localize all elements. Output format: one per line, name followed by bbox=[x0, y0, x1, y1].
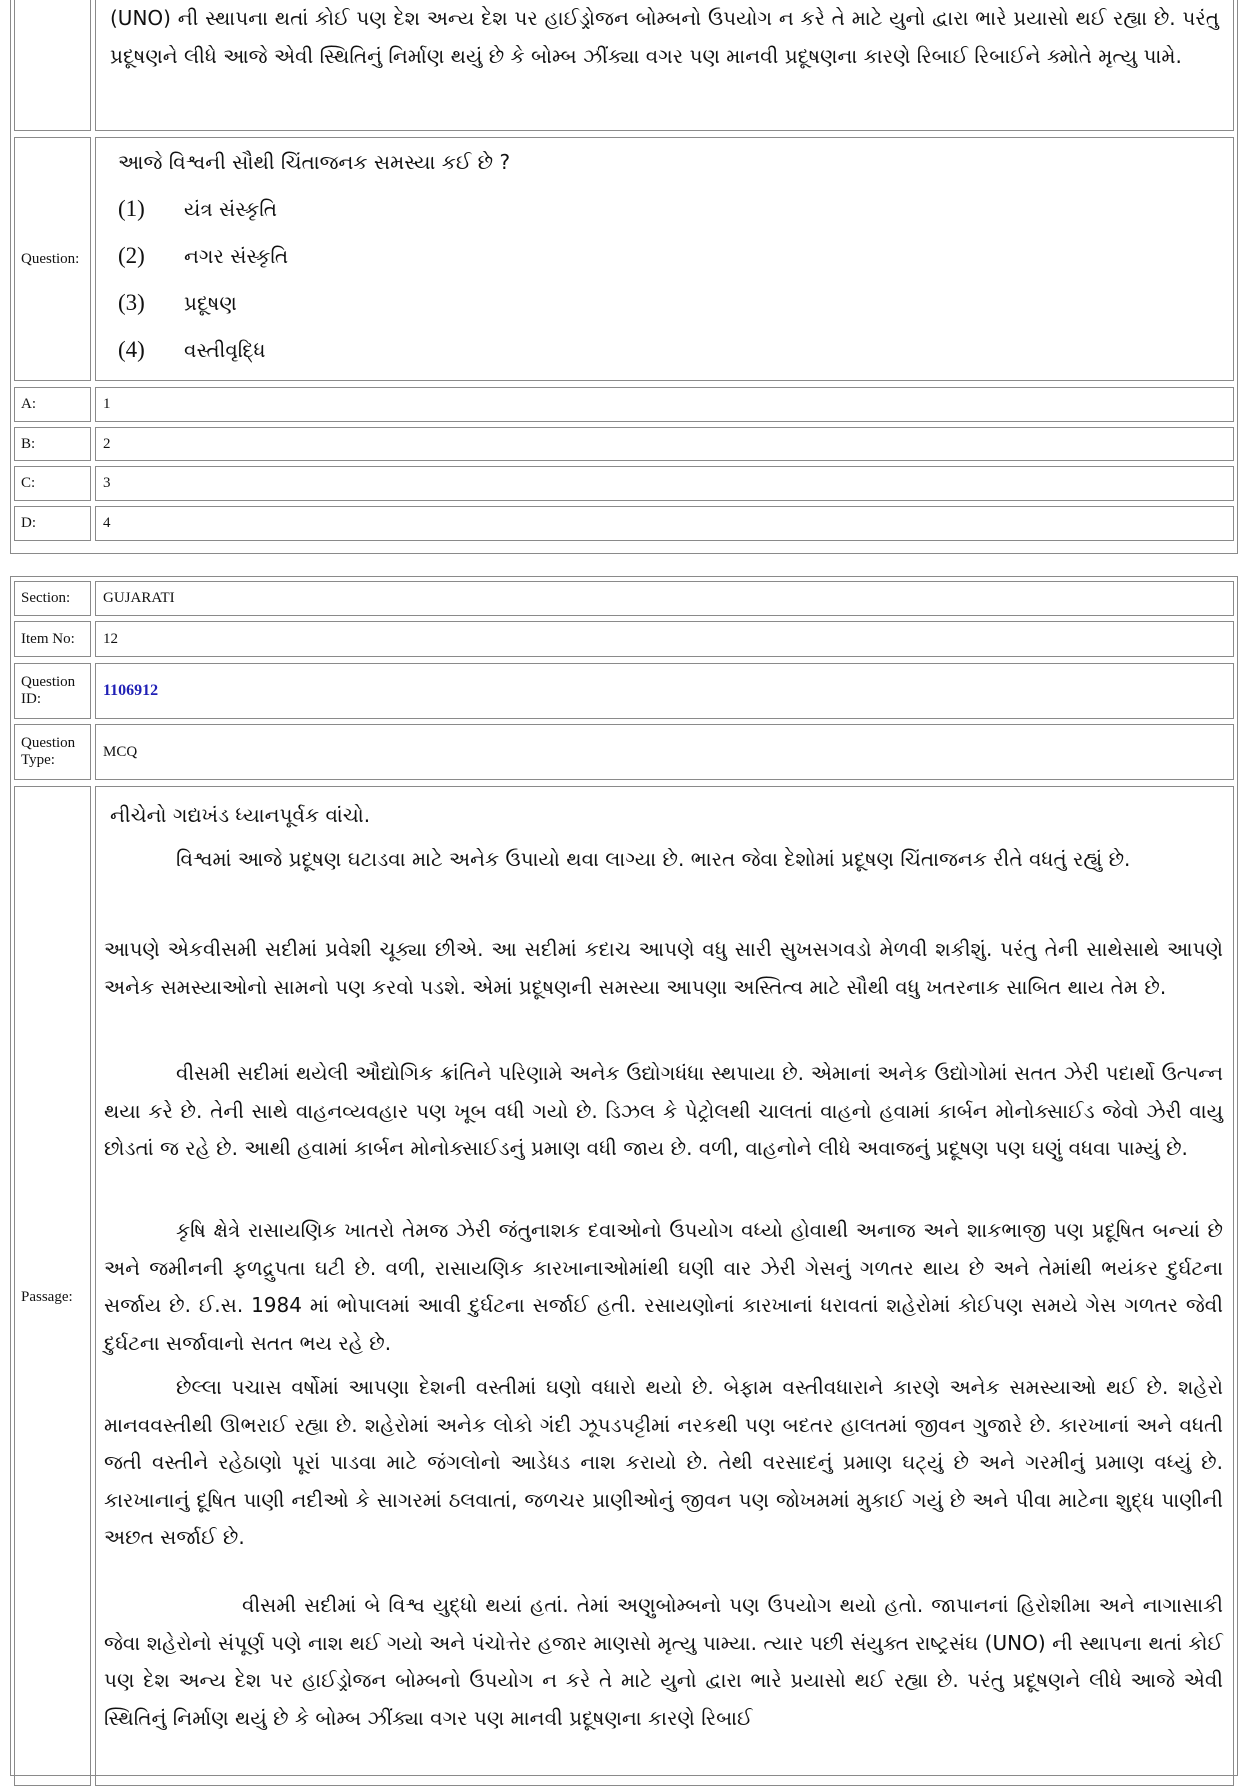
option-number: (2) bbox=[118, 243, 145, 268]
option-number: (4) bbox=[118, 337, 145, 362]
option-text: નગર સંસ્કૃતિ bbox=[184, 244, 289, 268]
answer-row-b bbox=[14, 427, 1234, 461]
passage-paragraph-3: વીસમી સદીમાં થયેલી ઔદ્યોગિક ક્રાંતિને પરિણામે અનેક ઉદ્યોગધંધા સ્થપાયા છે. એમાનાં અનેક ઉદ્યોગોમાં સતત ઝેરી પદાર્થો ઉત્પન્ન થયા કરે છે. તેની સાથે વાહનવ્યવહાર પણ ખૂબ વધી ગયો છે. ડિઝલ કે પેટ્રોલથી ચાલતાં વાહનો હવામાં કાર્બન મોનોક્સાઈડ જેવો ઝેરી વાયુ છોડતાં જ રહે છે. આથી હવામાં કાર્બન મોનોક્સાઈડનું પ્રમાણ વધી જાય છે. વળી, વાહનોને લીધે અવાજનું પ્રદૂષણ પણ ઘણું વધવા પામ્યું છે. bbox=[104, 1061, 1223, 1160]
passage-intro: નીચેનો ગદ્યખંડ ધ્યાનપૂર્વક વાંચો. bbox=[110, 803, 371, 827]
item-no-row bbox=[14, 621, 1234, 657]
option-text: વસ્તીવૃદ્ધિ bbox=[184, 338, 266, 362]
item-no-value: 12 bbox=[95, 621, 1234, 657]
question-text: આજે વિશ્વની સૌથી ચિંતાજનક સમસ્યા કઈ છે ? bbox=[118, 150, 511, 174]
question-table-previous bbox=[10, 0, 1238, 554]
item-no-label: Item No: bbox=[14, 621, 91, 657]
answer-value-c: 3 bbox=[95, 466, 1234, 501]
answer-label-b: B: bbox=[14, 427, 91, 461]
question-row bbox=[14, 137, 1234, 381]
question-id-label: Question ID: bbox=[14, 663, 91, 719]
question-id-row bbox=[14, 663, 1234, 719]
passage-paragraph-4: કૃષિ ક્ષેત્રે રાસાયણિક ખાતરો તેમજ ઝેરી જંતુનાશક દવાઓનો ઉપયોગ વધ્યો હોવાથી અનાજ અને શાકભાજી પણ પ્રદૂષિત બન્યાં છે અને જમીનની ફળદ્રુપતા ઘટી છે. વળી, રાસાયણિક કારખાનાઓમાંથી ઘણી વાર ઝેરી ગેસનું ગળતર થાય છે અને તેમાંથી ભયંકર દુર્ઘટના સર્જાય છે. ઈ.સ. 1984 માં ભોપાલમાં આવી દુર્ઘટના સર્જાઈ હતી. રસાયણોનાં કારખાનાં ધરાવતાં શહેરોમાં કોઈપણ સમયે ગેસ ગળતર જેવી દુર્ઘટના સર્જાવાનો સતત ભય રહે છે. bbox=[104, 1218, 1223, 1355]
question-type-label: Question Type: bbox=[14, 724, 91, 780]
option-2 bbox=[118, 243, 288, 269]
question-type-value: MCQ bbox=[95, 724, 1234, 780]
passage-paragraph-2: આપણે એકવીસમી સદીમાં પ્રવેશી ચૂક્યા છીએ. આ સદીમાં કદાચ આપણે વધુ સારી સુખસગવડો મેળવી શકીશું. પરંતુ તેની સાથેસાથે આપણે અનેક સમસ્યાઓનો સામનો પણ કરવો પડશે. એમાં પ્રદૂષણની સમસ્યા આપણા અસ્તિત્વ માટે સૌથી વધુ ખતરનાક સાબિત થાય તેમ છે. bbox=[104, 937, 1223, 999]
answer-label-d: D: bbox=[14, 506, 91, 541]
question-id-value: 1106912 bbox=[103, 682, 159, 699]
answer-label-a: A: bbox=[14, 387, 91, 422]
passage-label-cell bbox=[14, 0, 91, 131]
option-number: (3) bbox=[118, 290, 145, 315]
question-cell bbox=[95, 137, 1234, 381]
passage-cell bbox=[95, 0, 1234, 131]
question-label: Question: bbox=[14, 137, 91, 381]
passage-cell bbox=[95, 786, 1234, 1786]
option-3 bbox=[118, 290, 237, 316]
passage-label-cell bbox=[14, 786, 91, 1786]
answer-row-d bbox=[14, 506, 1234, 541]
passage-paragraph-1: વિશ્વમાં આજે પ્રદૂષણ ઘટાડવા માટે અનેક ઉપાયો થવા લાગ્યા છે. ભારત જેવા દેશોમાં પ્રદૂષણ ચિંતાજનક રીતે વધતું રહ્યું છે. bbox=[176, 847, 1131, 871]
answer-label-c: C: bbox=[14, 466, 91, 501]
passage-row bbox=[14, 0, 1234, 131]
passage-paragraph-5: છેલ્લા પચાસ વર્ષોમાં આપણા દેશની વસ્તીમાં ઘણો વધારો થયો છે. બેફામ વસ્તીવધારાને કારણે અનેક સમસ્યાઓ થઈ છે. શહેરો માનવવસ્તીથી ઊભરાઈ રહ્યા છે. શહેરોમાં અનેક લોકો ગંદી ઝૂપડપટ્ટીમાં નરકથી પણ બદતર હાલતમાં જીવન ગુજારે છે. કારખાનાં અને વધતી જતી વસ્તીને રહેઠાણો પૂરાં પાડવા માટે જંગલોનો આડેધડ નાશ કરાયો છે. તેથી વરસાદનું પ્રમાણ ઘટ્યું છે અને ગરમીનું પ્રમાણ વધ્યું છે. કારખાનાનું દૂષિત પાણી નદીઓ કે સાગરમાં ઠલવાતાં, જળચર પ્રાણીઓનું જીવન પણ જોખમમાં મુકાઈ ગયું છે અને પીવા માટેના શુદ્ધ પાણીની અછત સર્જાઈ છે. bbox=[104, 1375, 1223, 1549]
option-1 bbox=[118, 196, 277, 222]
question-type-row bbox=[14, 724, 1234, 780]
section-value: GUJARATI bbox=[95, 581, 1234, 616]
section-label: Section: bbox=[14, 581, 91, 616]
question-table-item-12 bbox=[10, 576, 1238, 1776]
answer-value-a: 1 bbox=[95, 387, 1234, 422]
passage-tail-text: (UNO) ની સ્થાપના થતાં કોઈ પણ દેશ અન્ય દેશ પર હાઈડ્રોજન બોમ્બનો ઉપયોગ ન કરે તે માટે યુનો દ્વારા ભારે પ્રયાસો થઈ રહ્યા છે. પરંતુ પ્રદૂષણને લીધે આજે એવી સ્થિતિનું નિર્માણ થયું છે કે બોમ્બ ઝીંક્યા વગર પણ માનવી પ્રદૂષણના કારણે રિબાઈ રિબાઈને ક્મોતે મૃત્યુ પામે. bbox=[110, 6, 1219, 68]
passage-label: Passage: bbox=[21, 1289, 73, 1305]
answer-value-b: 2 bbox=[95, 427, 1234, 461]
answer-row-c bbox=[14, 466, 1234, 501]
option-text: યંત્ર સંસ્કૃતિ bbox=[184, 197, 278, 221]
question-id-cell bbox=[95, 663, 1234, 719]
answer-row-a bbox=[14, 387, 1234, 422]
option-text: પ્રદૂષણ bbox=[184, 291, 237, 315]
section-row bbox=[14, 581, 1234, 616]
passage-paragraph-6: વીસમી સદીમાં બે વિશ્વ યુદ્ધો થયાં હતાં. તેમાં અણુબોમ્બનો પણ ઉપયોગ થયો હતો. જાપાનનાં હિરોશીમા અને નાગાસાકી જેવા શહેરોનો સંપૂર્ણ પણે નાશ થઈ ગયો અને પંચોત્તેર હજાર માણસો મૃત્યુ પામ્યા. ત્યાર પછી સંયુક્ત રાષ્ટ્રસંઘ (UNO) ની સ્થાપના થતાં કોઈ પણ દેશ અન્ય દેશ પર હાઈડ્રોજન બોમ્બનો ઉપયોગ ન કરે તે માટે યુનો દ્વારા ભારે પ્રયાસો થઈ રહ્યા છે. પરંતુ પ્રદૂષણને લીધે આજે એવી સ્થિતિનું નિર્માણ થયું છે કે બોમ્બ ઝીંક્યા વગર પણ માનવી પ્રદૂષણના કારણે રિબાઈ bbox=[104, 1593, 1223, 1730]
answer-value-d: 4 bbox=[95, 506, 1234, 541]
passage-row bbox=[14, 786, 1234, 1786]
option-number: (1) bbox=[118, 196, 145, 221]
option-4 bbox=[118, 337, 266, 363]
